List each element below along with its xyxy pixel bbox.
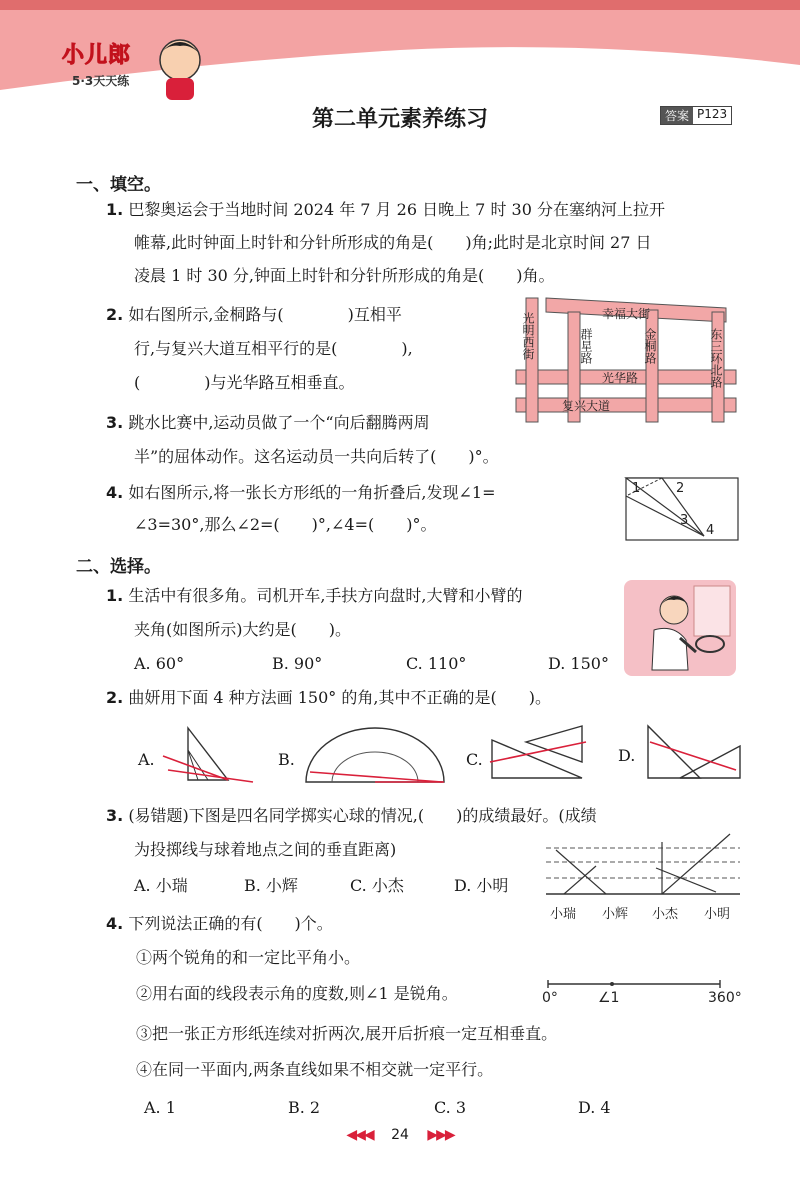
page-title: 第二单元素养练习 — [311, 107, 488, 132]
next-arrows-icon: ▶▶▶ — [427, 1127, 454, 1143]
c3-number: 3. — [106, 806, 124, 825]
brand-tagline: 5·3天天练 — [72, 74, 130, 88]
c4-line1 — [106, 914, 333, 934]
c3-text1: (易错题)下图是四名同学掷实心球的情况,( )的成绩最好。(成绩 — [128, 806, 597, 825]
q2-line2: 行,与复兴大道互相平行的是( ), — [134, 339, 413, 358]
q4-number: 4. — [106, 483, 124, 502]
page-footer — [0, 1127, 800, 1143]
street-qunxing: 群星路 — [579, 328, 593, 364]
street-dongsanhuan: 东三环北路 — [709, 328, 723, 388]
c4-number: 4. — [106, 914, 124, 933]
angle-label-1: 1 — [632, 481, 641, 496]
degree-scale — [540, 974, 744, 1006]
triangle-ruler-d — [640, 722, 744, 782]
c3-opt-a[interactable]: A. 小瑞 — [134, 876, 188, 895]
q3-number: 3. — [106, 413, 124, 432]
q3-line1 — [106, 413, 430, 433]
c3-opt-b[interactable]: B. 小辉 — [244, 876, 298, 895]
thrower-xiaorui: 小瑞 — [550, 907, 577, 922]
street-xingfu: 幸福大街 — [602, 307, 651, 321]
c4-statement2: ②用右面的线段表示角的度数,则∠1 是锐角。 — [136, 984, 458, 1003]
triangle-ruler-a — [158, 720, 258, 784]
c3-line1 — [106, 806, 597, 826]
c3-opt-c[interactable]: C. 小杰 — [350, 876, 404, 895]
q4-line1 — [106, 483, 495, 503]
c3-line2: 为投掷线与球着地点之间的垂直距离) — [134, 840, 397, 859]
protractor-b — [302, 724, 448, 784]
c1-opt-d[interactable]: D. 150° — [548, 654, 609, 673]
street-guangming: 光明西街 — [521, 312, 535, 360]
q3-text1: 跳水比赛中,运动员做了一个“向后翻腾两周 — [128, 413, 430, 432]
street-map — [516, 298, 738, 422]
c1-opt-c[interactable]: C. 110° — [406, 654, 467, 673]
throw-diagram — [546, 828, 742, 926]
c1-number: 1. — [106, 586, 124, 605]
angle-label-3: 3 — [680, 513, 689, 528]
c1-text1: 生活中有很多角。司机开车,手扶方向盘时,大臂和小臂的 — [128, 586, 523, 605]
answer-page: P123 — [697, 107, 728, 121]
driver-illustration — [624, 580, 736, 676]
c4-statement3: ③把一张正方形纸连续对折两次,展开后折痕一定互相垂直。 — [136, 1024, 558, 1043]
page-number: 24 — [391, 1127, 409, 1143]
c1-line2: 夹角(如图所示)大约是( )。 — [134, 620, 351, 639]
angle-label-2: 2 — [676, 481, 685, 496]
street-fuxing: 复兴大道 — [562, 399, 611, 413]
c1-opt-a[interactable]: A. 60° — [134, 654, 185, 673]
c4-opt-b[interactable]: B. 2 — [288, 1098, 321, 1117]
c4-statement1: ①两个锐角的和一定比平角小。 — [136, 948, 361, 967]
c4-opt-d[interactable]: D. 4 — [578, 1098, 611, 1117]
q2-line1 — [106, 305, 402, 325]
q4-text1: 如右图所示,将一张长方形纸的一角折叠后,发现∠1= — [128, 483, 496, 502]
c4-statement4: ④在同一平面内,两条直线如果不相交就一定平行。 — [136, 1060, 494, 1079]
thrower-xiaoming: 小明 — [704, 907, 731, 922]
scale-start-label: 0° — [542, 990, 558, 1006]
c2-opt-c[interactable]: C. — [466, 750, 483, 769]
thrower-xiaojie: 小杰 — [652, 907, 679, 922]
scale-end-label: 360° — [708, 990, 742, 1006]
c1-line1 — [106, 586, 523, 606]
angle-label-4: 4 — [706, 523, 715, 538]
q1-number: 1. — [106, 200, 124, 219]
brand-name: 小儿郎 — [62, 43, 132, 68]
c2-text1: 曲妍用下面 4 种方法画 150° 的角,其中不正确的是( )。 — [128, 688, 551, 707]
thrower-xiaohui: 小辉 — [602, 907, 629, 922]
c2-number: 2. — [106, 688, 124, 707]
c3-opt-d[interactable]: D. 小明 — [454, 876, 509, 895]
street-guanghua: 光华路 — [602, 371, 639, 385]
c2-opt-a[interactable]: A. — [138, 750, 155, 769]
q1-line2: 帷幕,此时钟面上时针和分针所形成的角是( )角;此时是北京时间 27 日 — [134, 233, 652, 252]
q4-line2: ∠3=30°,那么∠2=( )°,∠4=( )°。 — [134, 515, 437, 534]
answer-tag — [660, 106, 732, 125]
q3-line2: 半”的屈体动作。这名运动员一共向后转了( )°。 — [134, 447, 499, 466]
folded-paper-figure — [624, 476, 740, 544]
q2-line3: ( )与光华路互相垂直。 — [134, 373, 355, 392]
section-fill: 一、填空。 — [76, 175, 161, 195]
q1-line1 — [106, 200, 665, 220]
street-jintong: 金桐路 — [643, 328, 657, 364]
c4-opt-a[interactable]: A. 1 — [144, 1098, 176, 1117]
answer-label: 答案 — [661, 107, 693, 124]
c2-opt-b[interactable]: B. — [278, 750, 295, 769]
c4-opt-c[interactable]: C. 3 — [434, 1098, 467, 1117]
section-choice: 二、选择。 — [76, 557, 161, 577]
q1-text1: 巴黎奥运会于当地时间 2024 年 7 月 26 日晚上 7 时 30 分在塞纳河上拉开 — [128, 200, 665, 219]
c1-opt-b[interactable]: B. 90° — [272, 654, 323, 673]
triangle-ruler-c — [486, 722, 590, 782]
q2-number: 2. — [106, 305, 124, 324]
prev-arrows-icon: ◀◀◀ — [346, 1127, 373, 1143]
q2-text1: 如右图所示,金桐路与( )互相平 — [128, 305, 402, 324]
scale-angle-label: ∠1 — [598, 990, 620, 1006]
c2-opt-d[interactable]: D. — [618, 746, 636, 765]
c2-line1 — [106, 688, 551, 708]
c4-text1: 下列说法正确的有( )个。 — [128, 914, 333, 933]
q1-line3: 凌晨 1 时 30 分,钟面上时针和分针所形成的角是( )角。 — [134, 266, 555, 285]
